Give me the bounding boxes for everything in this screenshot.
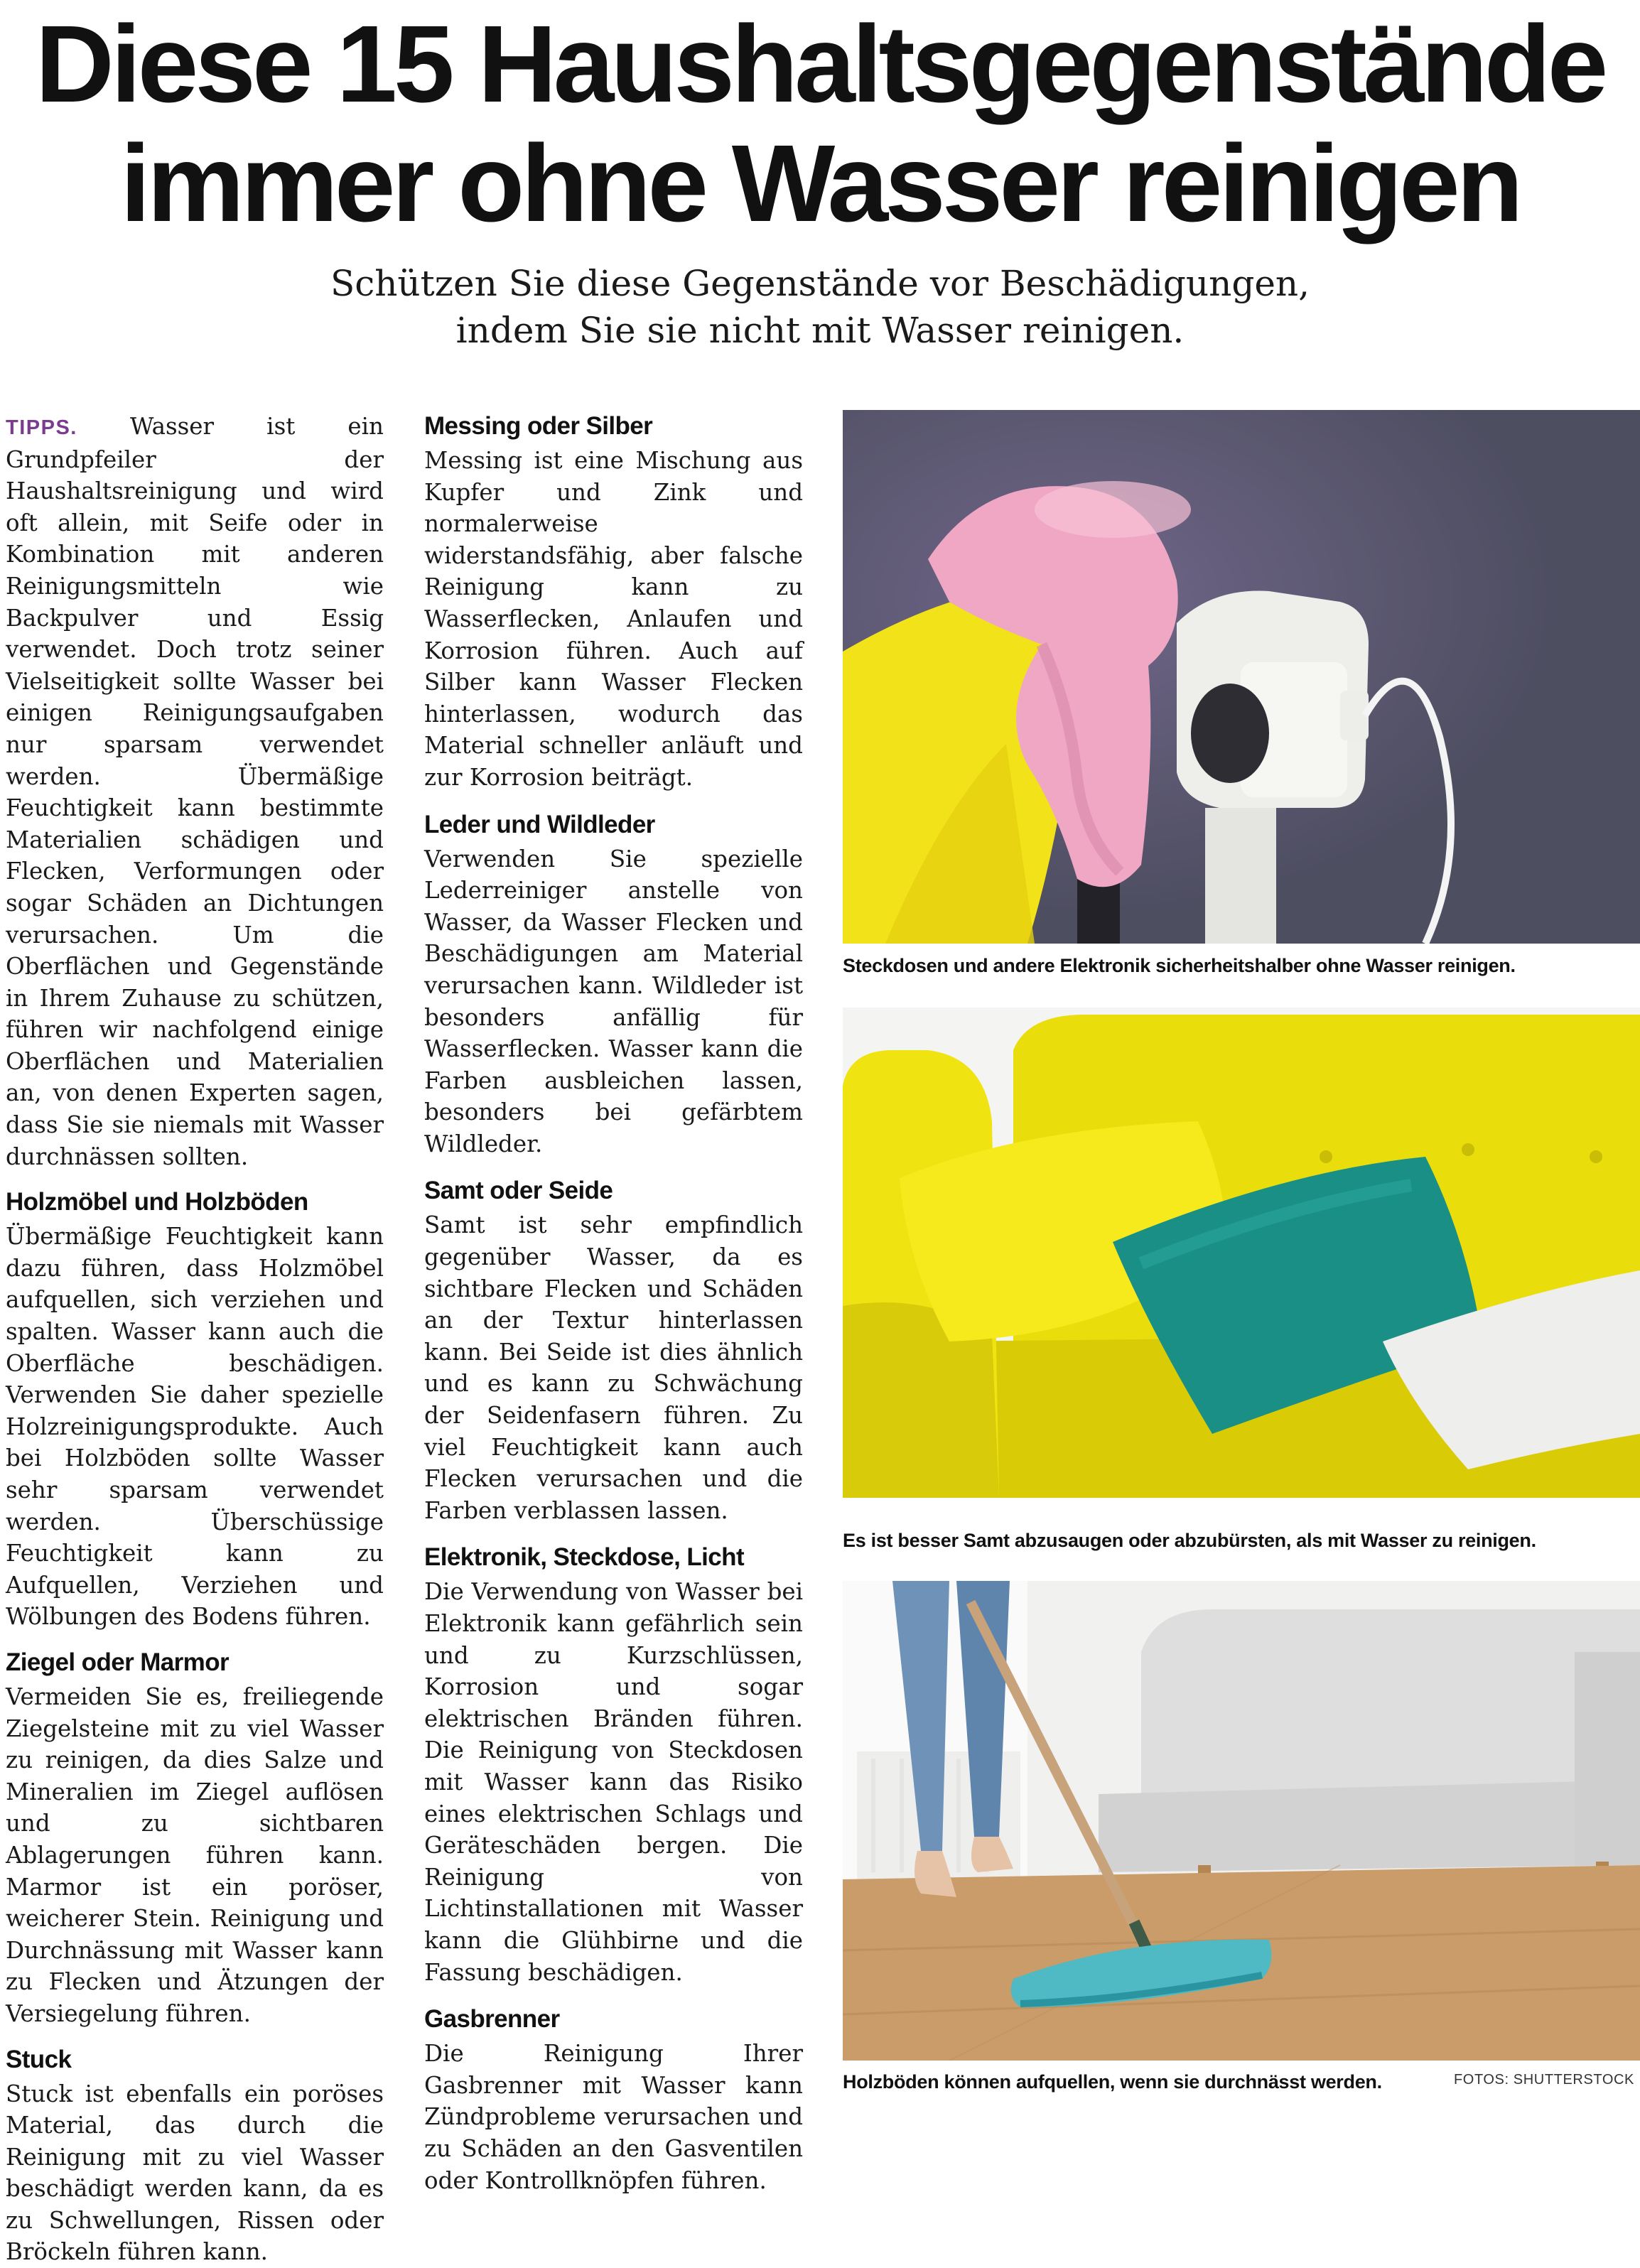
section-heading-elektronik: Elektronik, Steckdose, Licht <box>424 1542 803 1573</box>
section-heading-holz: Holzmöbel und Holzböden <box>6 1187 384 1218</box>
headline-line-1: Diese 15 Haushaltsgegenstände <box>36 3 1605 125</box>
intro-text: Wasser ist ein Grundpfeiler der Haushaltsreinigung und wird oft allein, mit Seife oder in Kombination mit anderen Reinigungsmitteln wie Backpulver und Essig verwendet. Doch trotz seiner Vielseitigkeit sollte Wasser bei einigen Reinigungsaufgaben nur sparsam verwendet werden. Übermäßige Feuchtigkeit kann bestimmte Materialien schädigen und Flecken, Verformungen oder sogar Schäden an Dichtungen verursachen. Um die Oberflächen und Gegenstände in Ihrem Zuhause zu schützen, führen wir nachfolgend einige Oberflächen und Materialien an, von denen Experten sagen, dass Sie sie niemals mit Wasser durchnässen sollten. <box>6 413 384 1170</box>
section-heading-stuck: Stuck <box>6 2044 384 2075</box>
section-text-leder: Verwenden Sie spezielle Lederreiniger anstelle von Wasser, da Wasser Flecken und Beschädigungen am Material verursachen kann. Wildleder ist besonders anfällig für Wasserflecken. Wasser kann die Farben ausbleichen lassen, besonders bei gefärbtem Wildleder. <box>424 843 803 1160</box>
subheadline <box>0 260 1640 354</box>
section-text-samt: Samt ist sehr empfindlich gegenüber Wasser, da es sichtbare Flecken und Schäden an der Textur hinterlassen kann. Bei Seide ist dies ähnlich und es kann zu Schwächung der Seidenfasern führen. Zu viel Feuchtigkeit kann auch Flecken verursachen und die Farben verblassen lassen. <box>424 1209 803 1526</box>
section-text-ziegel: Vermeiden Sie es, freiliegende Ziegelsteine mit zu viel Wasser zu reinigen, da dies Salze und Mineralien im Ziegel auflösen und zu sichtbaren Ablagerungen führen kann. Marmor ist ein poröser, weicherer Stein. Reinigung und Durchnässung mit Wasser kann zu Flecken und Ätzungen der Versiegelung führen. <box>6 1681 384 2030</box>
mopping-floor-illustration <box>843 1581 1640 2061</box>
photo-caption-3: Holzböden können aufquellen, wenn sie durchnässt werden. <box>843 2070 1640 2094</box>
section-heading-messing: Messing oder Silber <box>424 411 803 442</box>
intro-paragraph <box>6 411 384 1172</box>
text-column-1 <box>6 411 384 2268</box>
subheadline-line-2: indem Sie sie nicht mit Wasser reinigen. <box>456 310 1185 351</box>
section-text-holz: Übermäßige Feuchtigkeit kann dazu führen, dass Holzmöbel aufquellen, sich verziehen und spalten. Wasser kann auch die Oberfläche beschädigen. Verwenden Sie daher spezielle Holzreinigungsprodukte. Auch bei Holzböden sollte Wasser sehr sparsam verwendet werden. Überschüssige Feuchtigkeit kann zu Aufquellen, Verziehen und Wölbungen des Bodens führen. <box>6 1221 384 1633</box>
yellow-sofa-illustration <box>843 1008 1640 1498</box>
subheadline-line-1: Schützen Sie diese Gegenstände vor Beschädigungen, <box>330 263 1310 304</box>
section-text-gasbrenner: Die Reinigung Ihrer Gasbrenner mit Wasser kann Zündprobleme verursachen und zu Schäden an den Gasventilen oder Kontrollknöpfen führen. <box>424 2038 803 2196</box>
photo-caption-2: Es ist besser Samt abzusaugen oder abzubürsten, als mit Wasser zu reinigen. <box>843 1528 1640 1552</box>
text-column-2 <box>424 411 803 2196</box>
section-heading-gasbrenner: Gasbrenner <box>424 2004 803 2035</box>
headline-line-2: immer ohne Wasser reinigen <box>120 122 1520 244</box>
section-heading-leder: Leder und Wildleder <box>424 809 803 841</box>
section-text-stuck: Stuck ist ebenfalls ein poröses Material, das durch die Reinigung mit zu viel Wasser beschädigt werden kann, da es zu Schwellungen, Rissen oder Bröckeln führen kann. <box>6 2078 384 2268</box>
headline <box>0 4 1640 243</box>
socket-cleaning-illustration <box>843 410 1640 944</box>
section-text-messing: Messing ist eine Mischung aus Kupfer und Zink und normalerweise widerstandsfähig, aber falsche Reinigung kann zu Wasserflecken, Anlaufen und Korrosion führen. Auch auf Silber kann Wasser Flecken hinterlassen, wodurch das Material schneller anläuft und zur Korrosion beiträgt. <box>424 445 803 794</box>
section-heading-ziegel: Ziegel oder Marmor <box>6 1647 384 1678</box>
kicker-label: TIPPS. <box>6 416 77 439</box>
section-heading-samt: Samt oder Seide <box>424 1175 803 1206</box>
photo-caption-1: Steckdosen und andere Elektronik sicherheitshalber ohne Wasser reinigen. <box>843 954 1640 978</box>
photo-yellow-sofa <box>843 1008 1640 1498</box>
photo-socket-cleaning <box>843 410 1640 944</box>
photo-credit: FOTOS: SHUTTERSTOCK <box>1454 2072 1634 2088</box>
section-text-elektronik: Die Verwendung von Wasser bei Elektronik kann gefährlich sein und zu Kurzschlüssen, Korrosion und sogar elektrischen Bränden führen. Die Reinigung von Steckdosen mit Wasser kann das Risiko eines elektrischen Schlags und Geräteschäden bergen. Die Reinigung von Lichtinstallationen mit Wasser kann die Glühbirne und die Fassung beschädigen. <box>424 1576 803 1988</box>
photo-mopping-floor <box>843 1581 1640 2061</box>
